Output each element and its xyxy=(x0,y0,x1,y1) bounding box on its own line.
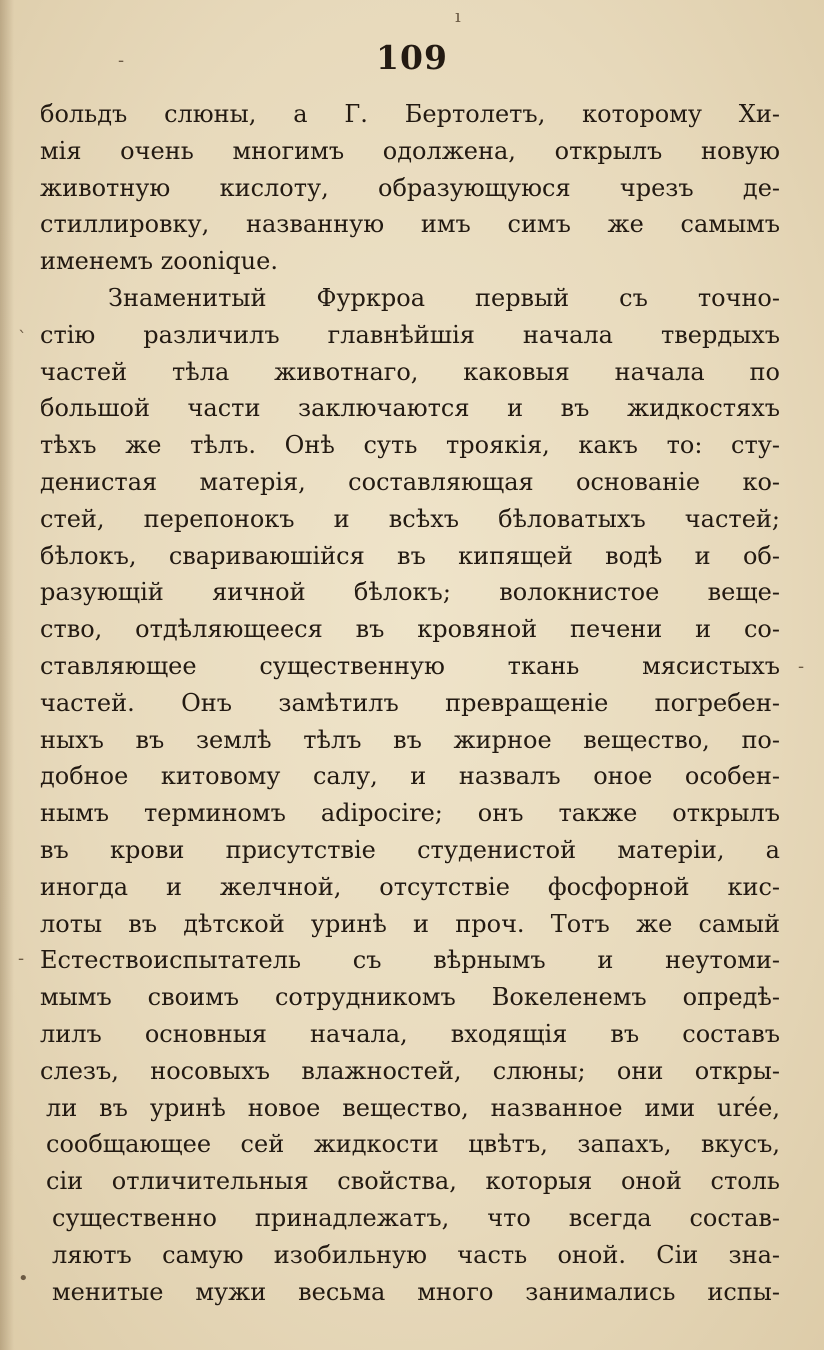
text-line: денистая матерія, составляющая основаніе ко- xyxy=(40,467,780,496)
text-line: стиллировку, названную имъ симъ же самымъ xyxy=(40,210,780,239)
text-line: мымъ своимъ сотрудникомъ Вокеленемъ опредѣ- xyxy=(40,983,780,1012)
text-line: Естествоиспытатель съ вѣрнымъ и неутоми- xyxy=(40,946,780,975)
paper-speck: - xyxy=(18,948,25,969)
text-line: сіи отличительныя свойства, которыя оной столь xyxy=(46,1167,780,1196)
paper-speck: • xyxy=(18,1268,29,1289)
text-line: стію различилъ главнѣйшія начала твердыхъ xyxy=(40,320,780,349)
text-line: ныхъ въ землѣ тѣлъ въ жирное вещество, по- xyxy=(40,725,780,754)
text-line: мія очень многимъ одолжена, открылъ новую xyxy=(40,136,780,165)
text-line: стей, перепонокъ и всѣхъ бѣловатыхъ частей; xyxy=(40,504,780,533)
text-line: ство, отдѣляющееся въ кровяной печени и со- xyxy=(40,615,780,644)
text-line: животную кислоту, образующуюся чрезъ де- xyxy=(40,173,780,202)
text-line: лилъ основныя начала, входящія въ составъ xyxy=(40,1019,780,1048)
text-line: сообщающее сей жидкости цвѣтъ, запахъ, вкусъ, xyxy=(46,1130,780,1159)
text-line: частей. Онъ замѣтилъ превращеніе погребен- xyxy=(40,688,780,717)
body-text xyxy=(40,96,780,1310)
text-line: нымъ терминомъ adipocire; онъ также открылъ xyxy=(40,799,780,828)
text-line: Знаменитый Фуркроа первый съ точно- xyxy=(108,283,780,312)
text-line: ставляющее существенную ткань мясистыхъ xyxy=(40,651,780,680)
text-line: бѣлокъ, свариваюшійся въ кипящей водѣ и об- xyxy=(40,541,780,570)
page-number: 109 xyxy=(376,38,448,77)
text-line: иногда и желчной, отсутствіе фосфорной кис- xyxy=(40,872,780,901)
text-line: ли въ уринѣ новое вещество, названное ими urée, xyxy=(46,1093,780,1122)
paper-speck: ı xyxy=(455,6,461,27)
text-line: большой части заключаются и въ жидкостяхъ xyxy=(40,394,780,423)
text-line: разующій яичной бѣлокъ; волокнистое веще- xyxy=(40,578,780,607)
text-line: добное китовому салу, и назвалъ оное особен- xyxy=(40,762,780,791)
text-line: именемъ zoonique. xyxy=(40,247,278,276)
text-line: частей тѣла животнаго, каковыя начала по xyxy=(40,357,780,386)
paper-speck: - xyxy=(798,656,805,677)
text-line: тѣхъ же тѣлъ. Онѣ суть троякія, какъ то: сту- xyxy=(40,431,780,460)
paper-speck: - xyxy=(118,50,125,71)
text-line: менитые мужи весьма много занимались испы- xyxy=(52,1277,780,1306)
text-line: лоты въ дѣтской уринѣ и проч. Тотъ же самый xyxy=(40,909,780,938)
paper-speck: ` xyxy=(18,328,27,349)
text-line: въ крови присутствіе студенистой матеріи, а xyxy=(40,835,780,864)
text-line: ляютъ самую изобильную часть оной. Сіи зна- xyxy=(52,1240,780,1269)
text-line: слезъ, носовыхъ влажностей, слюны; они откры- xyxy=(40,1056,780,1085)
page-edge-shadow xyxy=(0,0,14,1350)
text-line: существенно принадлежатъ, что всегда состав- xyxy=(52,1203,780,1232)
text-line: больдъ слюны, а Г. Бертолетъ, которому Хи- xyxy=(40,100,780,128)
